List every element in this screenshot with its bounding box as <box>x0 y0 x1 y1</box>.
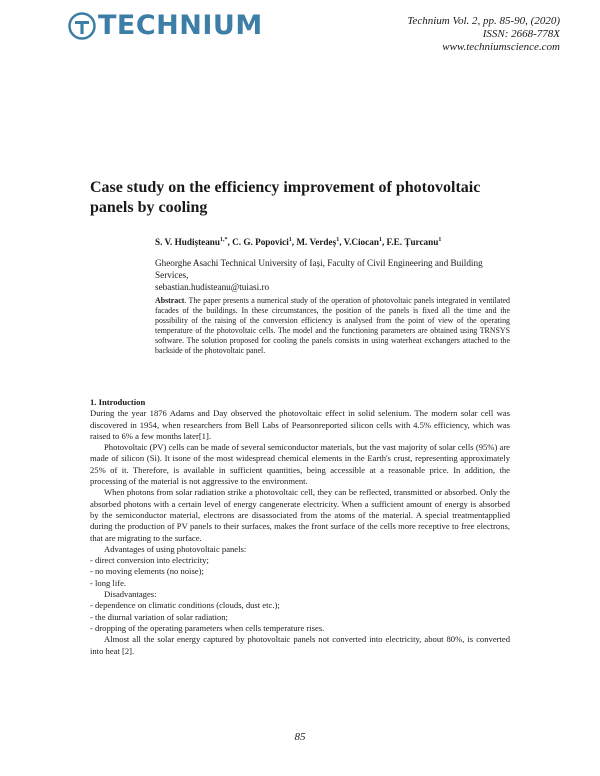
contact-email: sebastian.hudisteanu@tuiasi.ro <box>155 282 270 292</box>
abstract <box>155 296 510 357</box>
disadvantages-heading: Disadvantages: <box>104 589 157 600</box>
abstract-label: Abstract <box>155 296 185 305</box>
author-affiliation <box>155 257 515 293</box>
body-paragraph: During the year 1876 Adams and Day observed the photovoltaic effect in solid selenium. The modern solar cell was discovered in 1954, when researchers from Bell Labs of Pearsonreported silicon cells with 4.5% efficiency, which was raised to 6% a few months later[1]. <box>90 408 510 441</box>
list-item: - dropping of the operating parameters when cells temperature rises. <box>90 622 325 633</box>
paper-title: Case study on the efficiency improvement of photovoltaic panels by cooling <box>90 179 481 216</box>
journal-info <box>407 15 560 54</box>
body-paragraph: When photons from solar radiation strike a photovoltaic cell, they can be reflected, transmitted or absorbed. Only the absorbed photons with a certain level of energy cangenerate electricity. When a sufficient amount of energy is absorbed by the semiconductor material, electrons are disassociated from the atoms of the material. A special treatmentapplied during the production of PV panels to their surfaces, makes the front surface of the cells more receptive to free electrons, that are migrating to the surface. <box>90 487 510 543</box>
list-item: - no moving elements (no noise); <box>90 566 204 577</box>
list-item: - long life. <box>90 577 127 588</box>
list-item: - dependence on climatic conditions (clouds, dust etc.); <box>90 600 280 611</box>
list-item: - direct conversion into electricity; <box>90 555 209 566</box>
section-heading: 1. Introduction <box>90 397 146 407</box>
technium-logo-icon <box>68 12 96 40</box>
paper-authors: S. V. Hudișteanu$^{1,*}$, C. G. Popovici$^1$, M. Verdeș$^1$, V.Ciocan$^1$, F.E. Țurcanu$^1$ <box>155 237 442 248</box>
paper-body <box>90 397 510 657</box>
body-paragraph: Photovoltaic (PV) cells can be made of several semiconductor materials, but the vast majority of solar cells (95%) are made of silicon (Si). It isone of the most widespread chemical elements in the Earth's crust, representing approximately 25% of it. Therefore, is available in sufficient quantities, being accessible at a reasonable price. In addition, the processing of the material is not aggressive to the environment. <box>90 442 510 487</box>
advantages-heading: Advantages of using photovoltaic panels: <box>104 543 247 554</box>
affiliation-text: Gheorghe Asachi Technical University of Iași, Faculty of Civil Engineering and Building Services, <box>155 258 483 280</box>
body-paragraph: Almost all the solar energy captured by photovoltaic panels not converted into electricity, about 80%, is converted into heat [2]. <box>90 634 510 656</box>
abstract-text: . The paper presents a numerical study of the operation of photovoltaic panels integrated in ventilated facades of the buildings. In these circumstances, the position of the panels is fixed all the time and the possibility of the raising of the conversion efficiency is analysed from the point of view of the operating temperature of the photovoltaic cells. The model and the functioning parameters are obtained using TRNSYS software. The solution proposed for cooling the panels consists in using waterheat exchangers attached to the backside of the photovoltaic panel. <box>155 296 510 356</box>
page-number: 85 <box>294 731 306 743</box>
journal-logo <box>68 12 263 40</box>
journal-website: www.techniumscience.com <box>442 41 560 53</box>
list-item: - the diurnal variation of solar radiation; <box>90 611 228 622</box>
logo-wordmark: TECHNIUM <box>98 10 263 41</box>
journal-volume: Technium Vol. 2, pp. 85-90, (2020) <box>407 15 560 27</box>
journal-issn: ISSN: 2668-778X <box>482 28 560 40</box>
